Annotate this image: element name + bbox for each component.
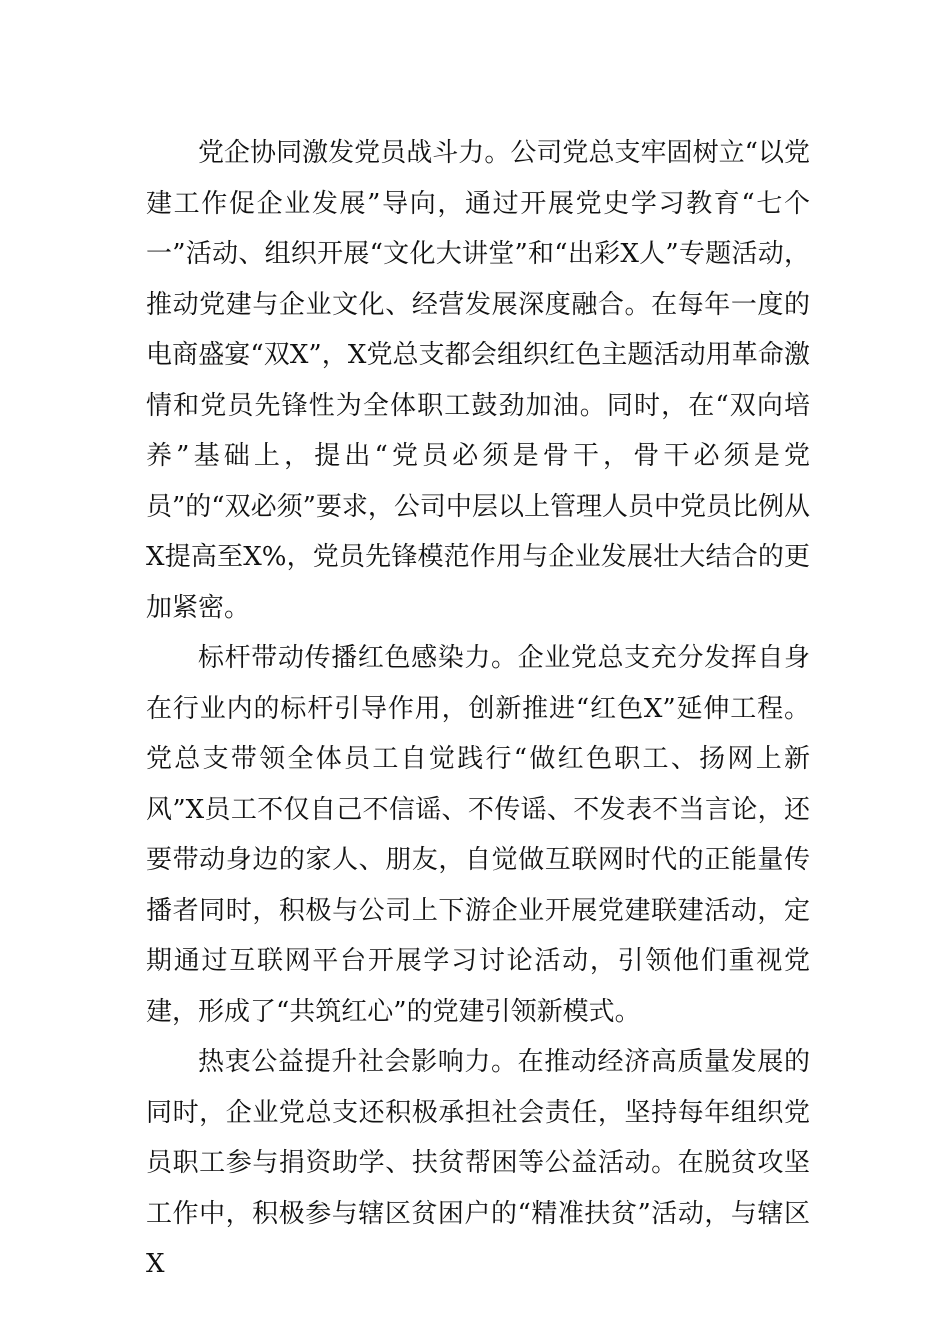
paragraph-benchmark: 标杆带动传播红色感染力。企业党总支充分发挥自身在行业内的标杆引导作用，创新推进“红色X”延伸工程。党总支带领全体员工自觉践行“做红色职工、扬网上新风”X员工不仅自己不信谣、不传谣、不发表不当言论，还要带动身边的家人、朋友，自觉做互联网时代的正能量传播者同时，积极与公司上下游企业开展党建联建活动，定期通过互联网平台开展学习讨论活动，引领他们重视党建，形成了“共筑红心”的党建引领新模式。 [146,643,810,1027]
document-body [146,128,810,1290]
paragraph-party-enterprise: 党企协同激发党员战斗力。公司党总支牢固树立“以党建工作促企业发展”导向，通过开展党史学习教育“七个一”活动、组织开展“文化大讲堂”和“出彩X人”专题活动，推动党建与企业文化、经营发展深度融合。在每年一度的电商盛宴“双X”，X党总支都会组织红色主题活动用革命激情和党员先锋性为全体职工鼓劲加油。同时，在“双向培养”基础上，提出“党员必须是骨干，骨干必须是党员”的“双必须”要求，公司中层以上管理人员中党员比例从X提高至X%，党员先锋模范作用与企业发展壮大结合的更加紧密。 [146,138,810,623]
paragraph-public-welfare: 热衷公益提升社会影响力。在推动经济高质量发展的同时，企业党总支还积极承担社会责任，坚持每年组织党员职工参与捐资助学、扶贫帮困等公益活动。在脱贫攻坚工作中，积极参与辖区贫困户的“精准扶贫”活动，与辖区X [146,1047,810,1279]
